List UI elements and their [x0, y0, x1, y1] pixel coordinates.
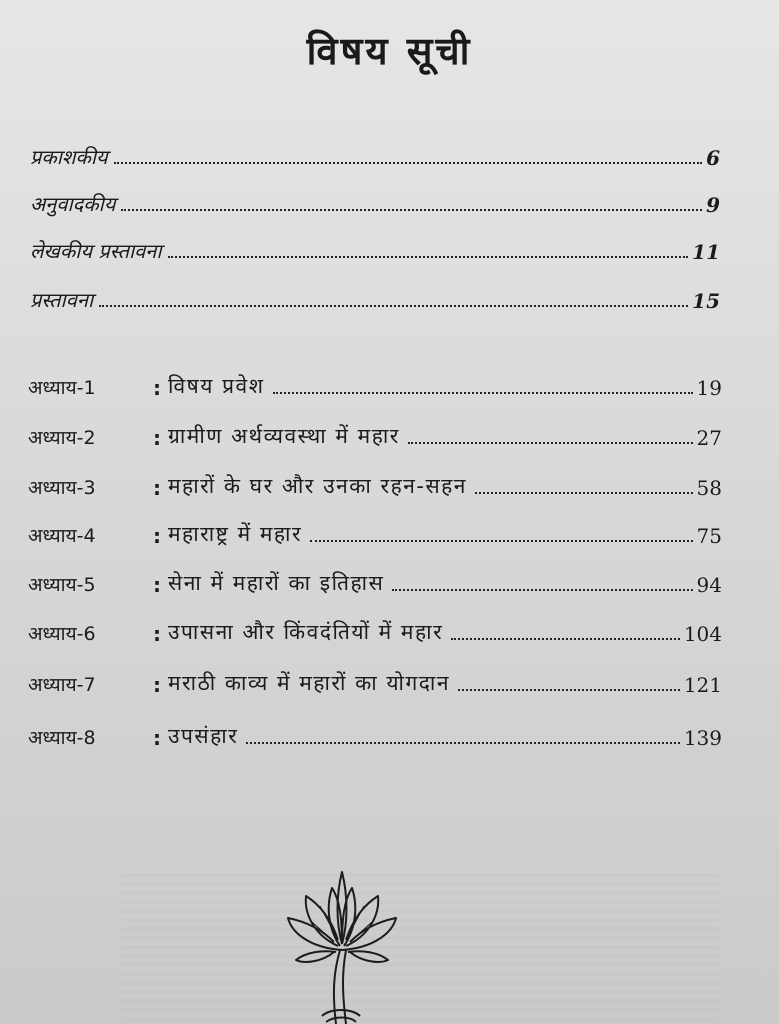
dot-leader	[310, 540, 692, 542]
chapter-number: अध्याय-5	[28, 574, 96, 596]
chapter-title: विषय प्रवेश	[168, 374, 265, 398]
chapter-number: अध्याय-6	[28, 623, 96, 645]
chapter-entry[interactable]	[28, 470, 722, 500]
chapter-number: अध्याय-8	[28, 727, 96, 749]
page-number: 75	[696, 524, 722, 548]
chapter-title: उपसंहार	[168, 724, 239, 748]
dot-leader	[121, 209, 702, 211]
page-number: 9	[706, 193, 720, 217]
page-number: 121	[683, 673, 722, 697]
chapter-number: अध्याय-4	[28, 525, 96, 547]
chapter-title: महारों के घर और उनका रहन-सहन	[168, 474, 467, 498]
chapter-entry[interactable]	[28, 720, 722, 750]
dot-leader	[392, 589, 692, 591]
page-number: 15	[692, 289, 720, 313]
chapter-entry[interactable]	[28, 616, 722, 646]
front-matter-entry[interactable]	[30, 283, 720, 313]
page-number: 58	[696, 476, 722, 500]
front-matter-entry[interactable]	[30, 140, 720, 170]
separator: :	[153, 573, 161, 597]
dot-leader	[475, 492, 693, 494]
dot-leader	[273, 392, 693, 394]
page-number: 94	[696, 573, 722, 597]
page-number: 104	[683, 622, 722, 646]
chapter-title: महाराष्ट्र में महार	[168, 522, 303, 546]
entry-label: अनुवादकीय	[30, 192, 116, 216]
chapter-title: सेना में महारों का इतिहास	[168, 571, 385, 595]
chapter-entry[interactable]	[28, 667, 722, 697]
chapter-entry[interactable]	[28, 370, 722, 400]
dot-leader	[168, 256, 689, 258]
page-number: 19	[696, 376, 722, 400]
separator: :	[153, 426, 161, 450]
page-title: विषय सूची	[306, 29, 473, 73]
entry-label: लेखकीय प्रस्तावना	[30, 239, 162, 263]
separator: :	[153, 524, 161, 548]
separator: :	[153, 726, 161, 750]
chapter-title: मराठी काव्य में महारों का योगदान	[168, 671, 451, 695]
bleed-through-texture	[120, 870, 720, 1020]
chapter-entry[interactable]	[28, 518, 722, 548]
entry-label: प्रकाशकीय	[30, 145, 108, 169]
entry-label: प्रस्तावना	[30, 288, 94, 312]
chapter-title: ग्रामीण अर्थव्यवस्था में महार	[168, 424, 400, 448]
separator: :	[153, 476, 161, 500]
page-number: 11	[692, 240, 720, 264]
chapter-number: अध्याय-3	[28, 477, 96, 499]
chapter-number: अध्याय-2	[28, 427, 96, 449]
dot-leader	[451, 638, 680, 640]
chapter-entry[interactable]	[28, 420, 722, 450]
separator: :	[153, 673, 161, 697]
chapter-number: अध्याय-7	[28, 674, 96, 696]
page-number: 27	[696, 426, 722, 450]
dot-leader	[458, 689, 680, 691]
chapter-title: उपासना और किंवदंतियों में महार	[168, 620, 444, 644]
separator: :	[153, 376, 161, 400]
dot-leader	[99, 305, 688, 307]
dot-leader	[246, 742, 680, 744]
front-matter-entry[interactable]	[30, 234, 720, 264]
page-number: 139	[683, 726, 722, 750]
page-number: 6	[706, 146, 720, 170]
chapter-entry[interactable]	[28, 567, 722, 597]
separator: :	[153, 622, 161, 646]
lotus-illustration	[282, 866, 402, 1024]
front-matter-entry[interactable]	[30, 187, 720, 217]
chapter-number: अध्याय-1	[28, 377, 96, 399]
dot-leader	[114, 162, 702, 164]
dot-leader	[408, 442, 693, 444]
